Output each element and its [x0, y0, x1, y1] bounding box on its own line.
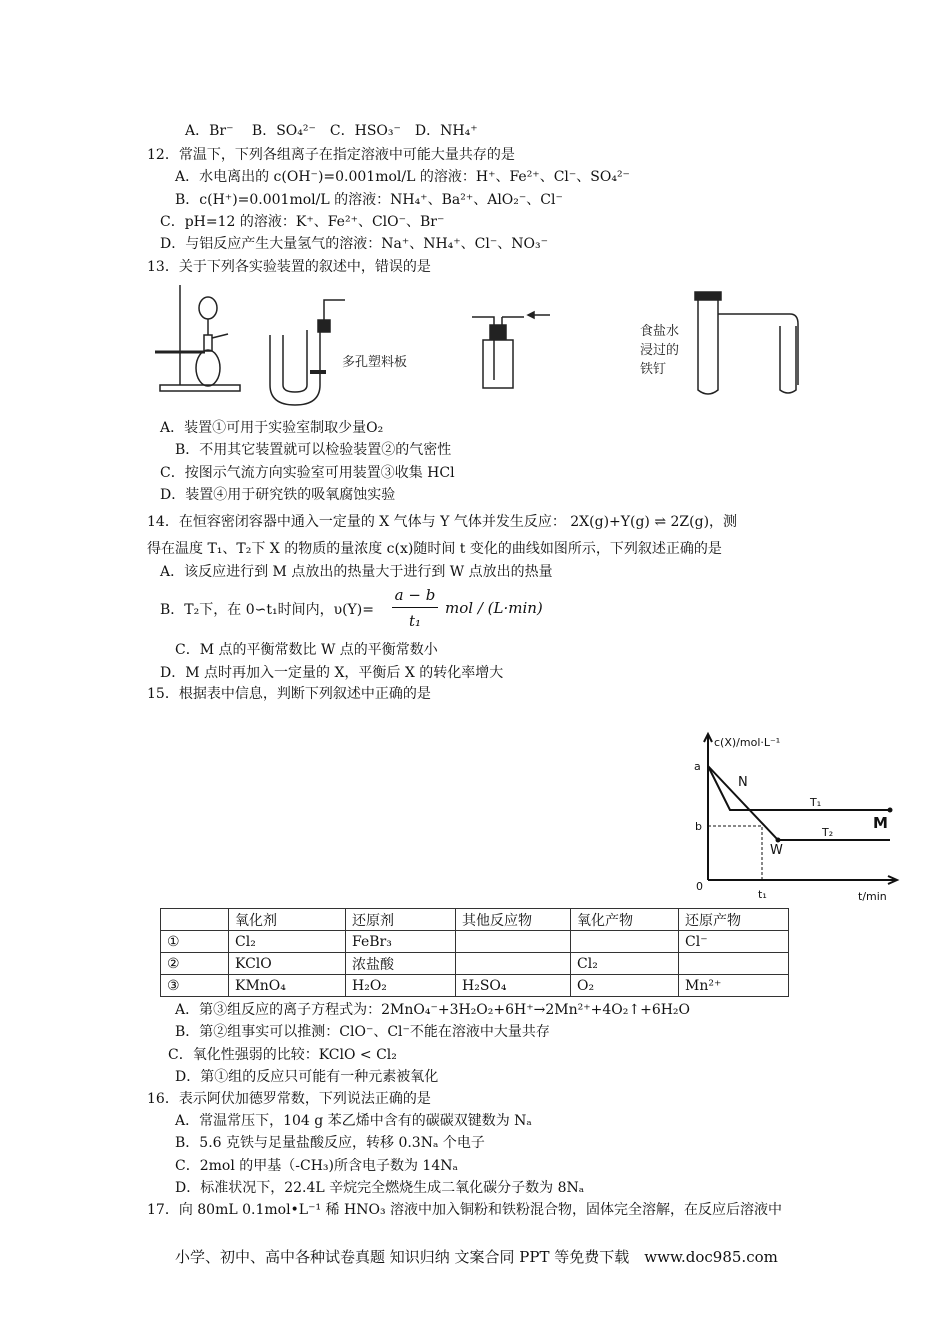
apparatus-4-iron-nail [695, 292, 798, 394]
table-cell: ② [161, 953, 229, 975]
label-t1-curve: T₁ [810, 796, 822, 809]
table-row [161, 975, 789, 997]
table-cell: ③ [161, 975, 229, 997]
point-m [888, 808, 893, 813]
header-cell: 氧化产物 [571, 909, 679, 931]
header-cell: 其他反应物 [456, 909, 571, 931]
point-w [776, 838, 781, 843]
q15-option-c: C．氧化性强弱的比较：KClO < Cl₂ [168, 1047, 397, 1063]
q16-option-d: D．标准状况下，22.4L 辛烷完全燃烧生成二氧化碳分子数为 8Nₐ [175, 1180, 585, 1196]
table-row [161, 931, 789, 953]
label-m: M [873, 814, 888, 832]
q14-stem-line1: 14．在恒容密闭容器中通入一定量的 X 气体与 Y 气体并发生反应： 2X(g)+Y(g) ⇌ 2Z(g)，测 [147, 514, 738, 530]
q12-option-c: C．pH=12 的溶液：K⁺、Fe²⁺、ClO⁻、Br⁻ [160, 214, 445, 230]
q12-option-b: B．c(H⁺)=0.001mol/L 的溶液：NH₄⁺、Ba²⁺、AlO₂⁻、Cl⁻ [175, 192, 563, 208]
table-row [161, 953, 789, 975]
q12-option-a: A．水电离出的 c(OH⁻)=0.001mol/L 的溶液：H⁺、Fe²⁺、Cl⁻、SO₄²⁻ [175, 169, 630, 185]
svg-text:食盐水 浸过的 铁钉 [640, 323, 683, 377]
q16-option-a: A．常温常压下，104 g 苯乙烯中含有的碳碳双键数为 Nₐ [175, 1113, 532, 1129]
q13-stem: 13．关于下列各实验装置的叙述中，错误的是 [147, 259, 431, 275]
y-axis-label: c(X)/mol·L⁻¹ [714, 736, 781, 749]
label-n: N [738, 775, 748, 790]
table-cell: ① [161, 931, 229, 953]
q17-stem: 17．向 80mL 0.1mol•L⁻¹ 稀 HNO₃ 溶液中加入铜粉和铁粉混合物，固体完全溶解，在反应后溶液中 [147, 1202, 783, 1218]
curve-t2 [708, 766, 890, 840]
q16-option-c: C．2mol 的甲基（-CH₃)所含电子数为 14Nₐ [175, 1158, 458, 1174]
table-cell: KMnO₄ [229, 975, 346, 997]
label-b: b [695, 820, 702, 833]
q12-option-d: D．与铝反应产生大量氢气的溶液：Na⁺、NH₄⁺、Cl⁻、NO₃⁻ [160, 236, 548, 252]
q13-option-b: B．不用其它装置就可以检验装置②的气密性 [175, 442, 452, 458]
table-cell: FeBr₃ [346, 931, 456, 953]
label-t1: t₁ [758, 888, 767, 901]
table-cell: H₂O₂ [346, 975, 456, 997]
q14-stem-line2: 得在温度 T₁、T₂下 X 的物质的量浓度 c(x)随时间 t 变化的曲线如图所示，下列叙述正确的是 [147, 541, 722, 557]
q14-option-a: A．该反应进行到 M 点放出的热量大于进行到 W 点放出的热量 [160, 564, 553, 580]
q16-stem: 16．表示阿伏加德罗常数，下列说法正确的是 [147, 1091, 431, 1107]
curve-t1 [708, 766, 890, 810]
q11-options: A．Br⁻ B．SO₄²⁻ C．HSO₃⁻ D．NH₄⁺ [185, 123, 478, 139]
q15-option-b: B．第②组事实可以推测：ClO⁻、Cl⁻不能在溶液中大量共存 [175, 1024, 550, 1040]
footer-text: 小学、初中、高中各种试卷真题 知识归纳 文案合同 PPT 等免费下载 www.doc985.com [175, 1248, 778, 1266]
table-cell [456, 931, 571, 953]
concentration-time-graph [690, 728, 920, 908]
table-cell: H₂SO₄ [456, 975, 571, 997]
axes [708, 736, 895, 880]
q14-option-b-unit: mol / (L·min) [445, 599, 543, 617]
q13-option-c: C．按图示气流方向实验室可用装置③收集 HCl [160, 465, 455, 481]
porous-plate-label: 多孔塑料板 [342, 355, 408, 370]
nail-label-line3: 铁钉 [640, 362, 667, 377]
table-cell: Mn²⁺ [679, 975, 789, 997]
apparatus-3-gas-bottle [472, 312, 550, 388]
redox-table [160, 908, 789, 997]
q15-stem: 15．根据表中信息，判断下列叙述中正确的是 [147, 686, 431, 702]
table-cell: 浓盐酸 [346, 953, 456, 975]
q12-stem: 12．常温下，下列各组离子在指定溶液中可能大量共存的是 [147, 147, 515, 163]
table-cell: KClO [229, 953, 346, 975]
apparatus-2-u-tube [270, 300, 345, 405]
label-w: W [770, 843, 783, 858]
table-cell [571, 931, 679, 953]
label-origin: 0 [696, 880, 703, 893]
header-cell [161, 909, 229, 931]
q14-fraction-numerator: a − b [394, 586, 436, 604]
q13-option-a: A．装置①可用于实验室制取少量O₂ [160, 420, 384, 436]
q14-option-d: D．M 点时再加入一定量的 X，平衡后 X 的转化率增大 [160, 665, 504, 681]
table-cell: O₂ [571, 975, 679, 997]
header-cell: 还原产物 [679, 909, 789, 931]
fraction-bar [392, 607, 438, 608]
dashed-guides [708, 826, 762, 880]
x-axis-label: t/min [858, 890, 887, 903]
table-cell [456, 953, 571, 975]
table-header-row [161, 909, 789, 931]
q15-option-d: D．第①组的反应只可能有一种元素被氧化 [175, 1069, 439, 1085]
table-cell: Cl₂ [571, 953, 679, 975]
apparatus-figure [150, 280, 830, 410]
table-cell: Cl₂ [229, 931, 346, 953]
table-cell [679, 953, 789, 975]
q14-option-c: C．M 点的平衡常数比 W 点的平衡常数小 [175, 642, 438, 658]
header-cell: 还原剂 [346, 909, 456, 931]
q14-fraction-denominator: t₁ [408, 612, 422, 630]
q15-option-a: A．第③组反应的离子方程式为：2MnO₄⁻+3H₂O₂+6H⁺→2Mn²⁺+4O₂↑+6H₂O [175, 1002, 691, 1018]
q14-option-b-prefix: B．T₂下，在 0∽t₁时间内，υ(Y)= [160, 602, 374, 618]
apparatus-1-flask [155, 285, 240, 391]
nail-label-line1: 食盐水 [640, 324, 680, 339]
header-cell: 氧化剂 [229, 909, 346, 931]
label-t2-curve: T₂ [822, 826, 834, 839]
label-a: a [694, 760, 701, 773]
q13-option-d: D．装置④用于研究铁的吸氧腐蚀实验 [160, 487, 396, 503]
q16-option-b: B．5.6 克铁与足量盐酸反应，转移 0.3Nₐ 个电子 [175, 1135, 485, 1151]
nail-label-line2: 浸过的 [640, 343, 680, 358]
table-cell: Cl⁻ [679, 931, 789, 953]
